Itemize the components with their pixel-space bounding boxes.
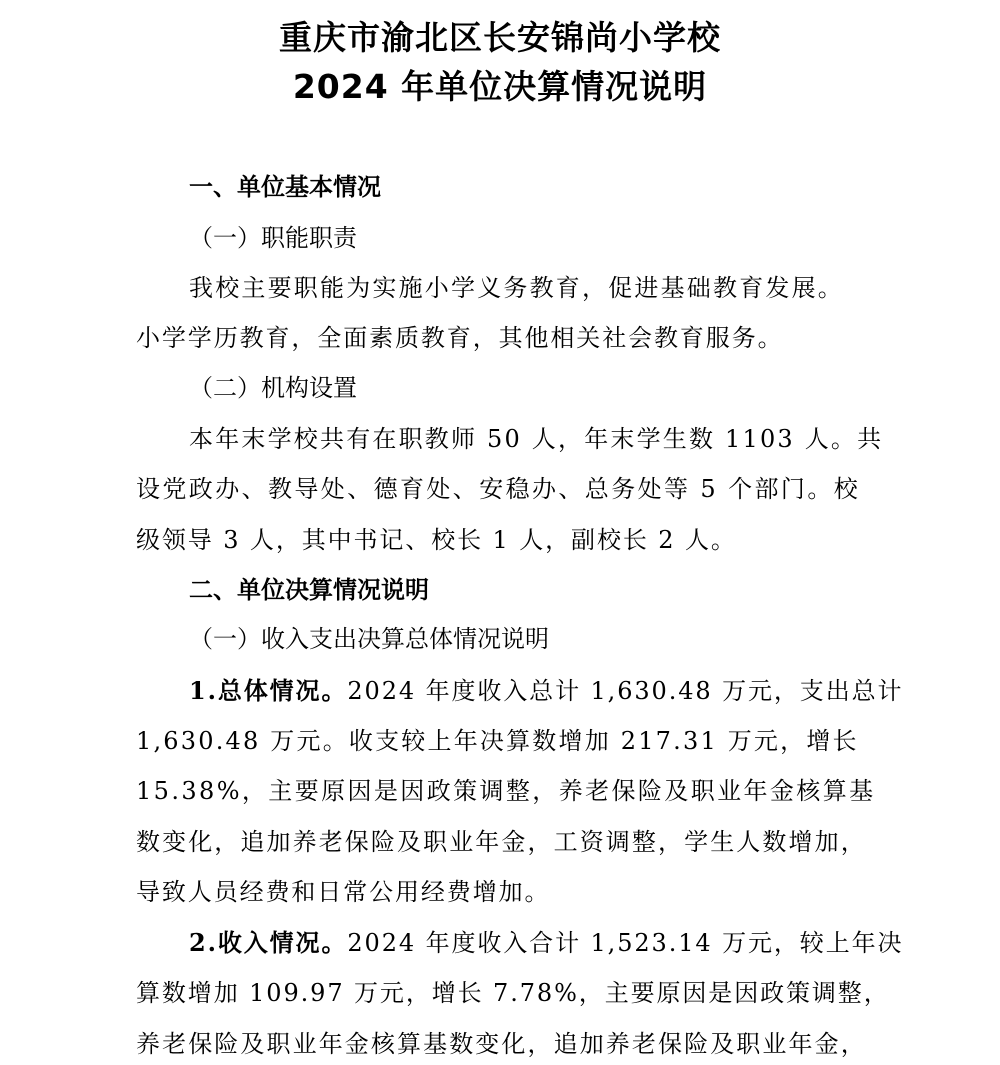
subsection-duties-heading: （一）职能职责	[189, 224, 357, 252]
income-line-1: 2024 年度收入合计 1,523.14 万元，较上年决	[347, 929, 904, 957]
income-paragraph-first-line	[189, 928, 903, 958]
income-lead: 2.收入情况。	[189, 928, 348, 957]
org-line-1: 本年末学校共有在职教师 50 人，年末学生数 1103 人。共	[189, 425, 884, 453]
org-line-3: 级领导 3 人，其中书记、校长 1 人，副校长 2 人。	[136, 526, 737, 554]
overall-line-1: 2024 年度收入总计 1,630.48 万元，支出总计	[347, 677, 904, 705]
document-title-line2: 2024 年单位决算情况说明	[292, 67, 708, 106]
document-title-line1: 重庆市渝北区长安锦尚小学校	[279, 18, 721, 57]
overall-line-4: 数变化，追加养老保险及职业年金，工资调整，学生人数增加，	[136, 828, 867, 856]
overall-paragraph-first-line	[189, 676, 903, 706]
section-2-heading: 二、单位决算情况说明	[189, 576, 429, 604]
duties-line-2: 小学学历教育，全面素质教育，其他相关社会教育服务。	[136, 324, 784, 352]
subsection-income-expense-heading: （一）收入支出决算总体情况说明	[189, 625, 549, 653]
subsection-org-heading: （二）机构设置	[189, 374, 357, 402]
income-line-3: 养老保险及职业年金核算基数变化，追加养老保险及职业年金，	[136, 1030, 867, 1058]
duties-line-1: 我校主要职能为实施小学义务教育，促进基础教育发展。	[189, 274, 844, 302]
overall-line-3: 15.38%，主要原因是因政策调整，养老保险及职业年金核算基	[136, 777, 876, 805]
org-line-2: 设党政办、教导处、德育处、安稳办、总务处等 5 个部门。校	[136, 475, 861, 503]
income-line-2: 算数增加 109.97 万元，增长 7.78%，主要原因是因政策调整，	[136, 979, 890, 1007]
overall-line-5: 导致人员经费和日常公用经费增加。	[136, 878, 551, 906]
section-1-heading: 一、单位基本情况	[189, 173, 381, 201]
overall-lead: 1.总体情况。	[189, 676, 348, 705]
overall-line-2: 1,630.48 万元。收支较上年决算数增加 217.31 万元，增长	[136, 727, 859, 755]
